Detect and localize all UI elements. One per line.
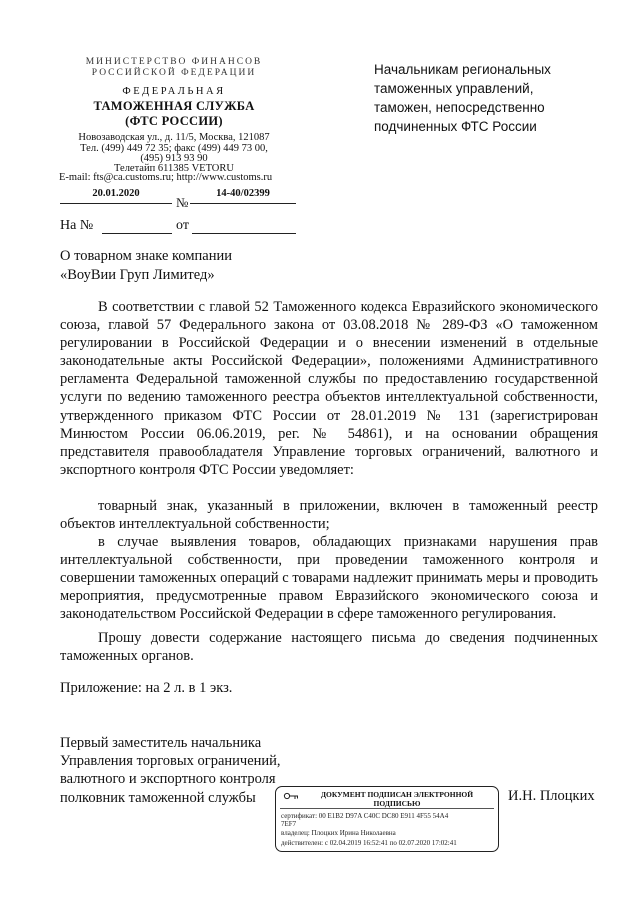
addressee-line-4: подчиненных ФТС России (374, 119, 537, 134)
service-abbr: (ФТС РОССИИ) (125, 114, 223, 128)
stamp-title: ДОКУМЕНТ ПОДПИСАН ЭЛЕКТРОННОЙ ПОДПИСЬЮ (320, 790, 474, 808)
stamp-certificate-cont: 7EF7 (281, 820, 297, 828)
signatory-line-3: валютного и экспортного контроля (60, 771, 276, 788)
incoming-date-label: от (176, 218, 189, 233)
stamp-certificate: сертификат: 00 E1B2 D97A C40C DC80 E911 4F55 54A4 (281, 812, 449, 820)
body-paragraph-1: В соответствии с главой 52 Таможенного кодекса Евразийского экономического союза, главой 57 Федерального закона от 03.08.2018 № 289-ФЗ «О таможенном регулировании в Российской Федерации и о внесении изменений в отдельные законодательные акты Российской Федерации», положениями Административного регламента Федеральной таможенной службы по предоставлению государственной услуги по ведению таможенного реестра объектов интеллектуальной собственности, утвержденного приказом ФТС России от 28.01.2019 № 131 (зарегистрирован Минюстом России 06.06.2019, рег. № 54861), и на основании обращения представителя правообладателя Управление торговых ограничений, валютного и экспортного контроля ФТС России уведомляет: (60, 299, 598, 478)
stamp-validity: действителен: с 02.04.2019 16:52:41 по 02.07.2020 17:02:41 (281, 839, 457, 847)
incoming-number-label: На № (60, 218, 94, 233)
service-name: ТАМОЖЕННАЯ СЛУЖБА (93, 99, 255, 113)
federal-label: ФЕДЕРАЛЬНАЯ (122, 86, 226, 97)
incoming-date-line (192, 218, 296, 234)
ministry-line-2: РОССИЙСКОЙ ФЕДЕРАЦИИ (91, 68, 257, 78)
body-paragraph-4: Прошу довести содержание настоящего письма до сведения подчиненных таможенных органов. (60, 630, 598, 665)
email: E-mail: fts@ca.customs.ru; http://www.customs.ru (59, 172, 273, 183)
signatory-line-1: Первый заместитель начальника (60, 735, 262, 751)
signer-name: И.Н. Плоцких (508, 788, 595, 804)
addressee-line-3: таможен, непосредственно (374, 100, 545, 115)
stamp-owner: владелец: Плоцких Ирина Николаевна (281, 829, 396, 837)
outgoing-date: 20.01.2020 (60, 188, 172, 204)
signatory-line-4: полковник таможенной службы (60, 789, 256, 806)
number-sign: № (176, 195, 189, 210)
outgoing-number: 14-40/02399 (190, 188, 296, 204)
stamp-divider (280, 808, 494, 809)
signatory-line-2: Управления торговых ограничений, (60, 753, 281, 770)
signature-key-icon (283, 791, 299, 801)
addressee (374, 60, 614, 136)
phone-2: (495) 913 93 90 (140, 153, 208, 164)
address: Новозаводская ул., д. 11/5, Москва, 121087 (78, 132, 270, 143)
subject (60, 247, 232, 285)
teletype: Телетайп 611385 VETORU (114, 163, 234, 174)
electronic-signature-stamp (275, 786, 499, 852)
incoming-number-line (102, 218, 172, 234)
addressee-line-2: таможенных управлений, (374, 81, 534, 96)
signatory-title (60, 734, 281, 807)
subject-line-2: «ВоуВии Груп Лимитед» (60, 267, 215, 283)
attachment-note: Приложение: на 2 л. в 1 экз. (60, 680, 233, 696)
ministry-line-1: МИНИСТЕРСТВО ФИНАНСОВ (85, 57, 263, 67)
phone: Тел. (499) 449 72 35; факс (499) 449 73 00, (80, 143, 268, 154)
addressee-line-1: Начальникам региональных (374, 62, 551, 77)
subject-line-1: О товарном знаке компании (60, 248, 232, 264)
body-paragraph-2: товарный знак, указанный в приложении, включен в таможенный реестр объектов интеллектуальной собственности; (60, 498, 598, 533)
body-paragraph-3: в случае выявления товаров, обладающих признаками нарушения прав интеллектуальной собственности, при проведении таможенного контроля и совершении таможенных операций с товарами надлежит принимать меры и проводить мероприятия, предусмотренные правом Евразийского экономического союза и законодательством Российской Федерации в сфере таможенного регулирования. (60, 534, 598, 623)
